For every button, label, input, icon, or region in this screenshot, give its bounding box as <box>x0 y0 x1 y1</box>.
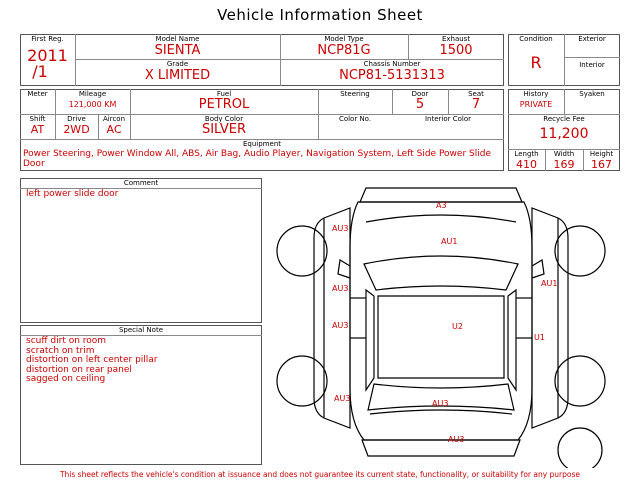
equipment-label: Equipment <box>243 140 281 148</box>
body-color-value: SILVER <box>201 122 247 137</box>
special-note-line: scuff dirt on room <box>26 336 107 346</box>
length-value: 410 <box>516 158 537 171</box>
fuel-value: PETROL <box>198 97 250 112</box>
recycle-fee-value: 11,200 <box>539 126 589 142</box>
door-value: 5 <box>415 97 425 112</box>
shift-value: AT <box>30 123 45 136</box>
first-reg-month: /1 <box>32 62 48 81</box>
width-value: 169 <box>553 158 575 171</box>
comment-label: Comment <box>123 179 159 187</box>
interior-color-label: Interior Color <box>424 115 472 123</box>
damage-mark-roof: U2 <box>452 322 463 331</box>
damage-mark-left-rear-quarter: AU3 <box>334 394 351 403</box>
steering-label: Steering <box>340 90 370 98</box>
recycle-fee-label: Recycle Fee <box>543 115 585 123</box>
history-value: PRIVATE <box>519 100 553 109</box>
damage-mark-rear-bumper: AU3 <box>448 435 465 444</box>
special-note-line: sagged on ceiling <box>26 374 106 384</box>
length-label: Length <box>514 150 539 158</box>
height-value: 167 <box>591 158 612 171</box>
first-reg-year: 2011 <box>27 46 68 65</box>
grade-value: X LIMITED <box>144 68 211 83</box>
disclaimer-footer: This sheet reflects the vehicle's condition at issuance and does not guarantee its current state, functionality, or suitability for any purpose <box>59 470 581 479</box>
damage-mark-right-rear-door: U1 <box>534 333 545 342</box>
model-type-label: Model Type <box>324 35 364 43</box>
width-label: Width <box>553 150 575 158</box>
interior-label: Interior <box>579 61 605 69</box>
history-label: History <box>523 90 549 98</box>
seat-value: 7 <box>471 97 481 112</box>
height-label: Height <box>589 150 614 158</box>
special-note-line: distortion on left center pillar <box>26 355 158 365</box>
mileage-label: Mileage <box>78 90 107 98</box>
color-no-label: Color No. <box>338 115 372 123</box>
damage-mark-left-front-door: AU3 <box>332 284 349 293</box>
meter-label: Meter <box>27 90 48 98</box>
damage-mark-front-bumper: A3 <box>436 201 447 210</box>
drive-value: 2WD <box>63 123 90 136</box>
damage-mark-rear-gate: AU3 <box>432 399 449 408</box>
comment-lines <box>26 190 258 200</box>
door-label: Door <box>411 90 429 98</box>
car-damage-diagram <box>266 178 620 468</box>
first-reg-label: First Reg. <box>31 35 64 43</box>
damage-mark-hood: AU1 <box>441 237 458 246</box>
rear-left-wheel-icon <box>277 356 327 406</box>
mileage-value: 121,000 KM <box>68 100 117 109</box>
exhaust-value: 1500 <box>439 43 473 58</box>
syaken-label: Syaken <box>579 90 605 98</box>
condition-grade: R <box>530 53 542 72</box>
body-color-label: Body Color <box>204 115 244 123</box>
special-note-label: Special Note <box>118 326 164 334</box>
equipment-list: Power Steering, Power Window All, ABS, Air Bag, Audio Player, Navigation System, Left Side Power Slide Door <box>23 149 491 169</box>
drive-label: Drive <box>67 115 86 123</box>
comment-line: left power slide door <box>26 189 119 199</box>
seat-label: Seat <box>468 90 484 98</box>
chassis-number-label: Chassis Number <box>363 60 421 68</box>
special-note-lines <box>26 337 258 385</box>
fuel-label: Fuel <box>216 90 232 98</box>
shift-label: Shift <box>29 115 46 123</box>
model-name-value: SIENTA <box>154 43 201 58</box>
front-left-wheel-icon <box>277 226 327 276</box>
damage-mark-right-front-door: AU1 <box>541 279 558 288</box>
sheet-title: Vehicle Information Sheet <box>217 6 423 24</box>
condition-label: Condition <box>519 35 553 43</box>
model-type-value: NCP81G <box>317 43 371 58</box>
aircon-label: Aircon <box>102 115 126 123</box>
model-name-label: Model Name <box>155 35 200 43</box>
special-note-line: distortion on rear panel <box>26 364 132 375</box>
grade-label: Grade <box>166 60 189 68</box>
exhaust-label: Exhaust <box>441 35 471 43</box>
rear-right-wheel-icon <box>555 356 605 406</box>
front-right-wheel-icon <box>555 226 605 276</box>
damage-mark-left-rear-door: AU3 <box>332 321 349 330</box>
comment-box <box>20 178 262 323</box>
aircon-value: AC <box>106 123 122 136</box>
chassis-number-value: NCP81-5131313 <box>339 68 445 83</box>
spare-wheel-icon <box>558 428 602 468</box>
damage-mark-front-left-fender: AU3 <box>332 224 349 233</box>
special-note-line: scratch on trim <box>26 345 95 356</box>
exterior-label: Exterior <box>578 35 606 43</box>
